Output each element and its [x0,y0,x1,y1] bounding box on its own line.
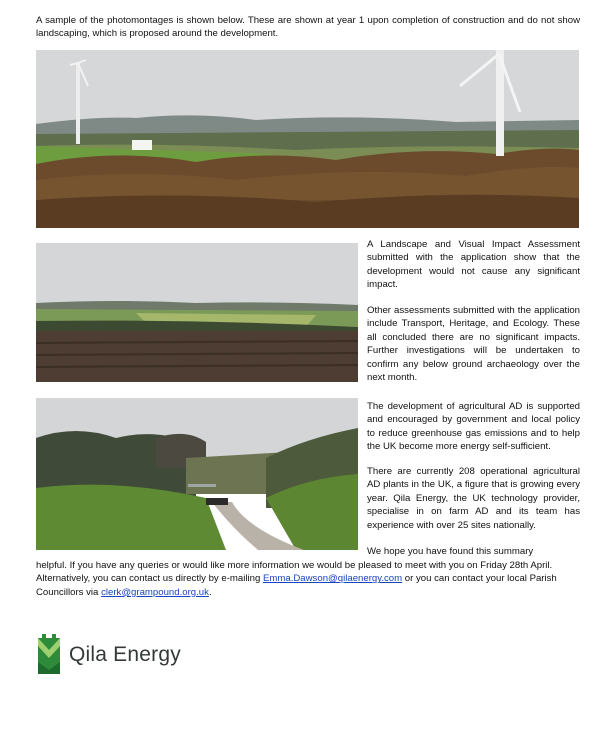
closing-text-3: . [208,586,212,598]
closing-lead: We hope you have found this summary [367,546,534,557]
photomontage-ploughed-field [36,243,358,382]
email-link[interactable]: Emma.Dawson@qilaenergy.com [262,573,403,585]
lvia-paragraph: A Landscape and Visual Impact Assessment submitted with the application show that the development would not cause any significant impact. [367,239,580,291]
ad-plants-paragraph: There are currently 208 operational agricultural AD plants in the UK, a figure that is growing every year. Qila Energy, the UK technology provider, specialise in on farm AD and its team has experience with over 25 sites nationally. [367,466,580,531]
logo-wordmark: Qila Energy [69,643,181,666]
intro-paragraph: A sample of the photomontages is shown below. These are shown at year 1 upon completion of construction and do not show landscaping, which is proposed around the development. [36,15,580,40]
closing-text-1: helpful. If you have any queries or would like more information we would be pleased to meet with you on Friday 28th April. Alternatively, you can contact us directly by e-mailing [36,560,553,585]
closing-paragraph [36,559,584,599]
qila-energy-logo [36,632,196,678]
photomontage-wind-turbines [36,50,579,228]
castle-tower-logo-icon [36,632,62,678]
closing-text-2: or you can contact your local Parish Councillors via [36,573,557,598]
other-assessments-paragraph: Other assessments submitted with the application include Transport, Heritage, and Ecology. These all concluded there are no significant impacts. Further investigations will be undertaken to confirm any below ground archaeology over the next month. [367,305,580,384]
photomontage-country-lane [36,398,358,550]
parish-email-link[interactable]: clerk@grampound.org.uk [101,586,209,598]
policy-support-paragraph: The development of agricultural AD is supported and encouraged by government and local policy to reduce greenhouse gas emissions and to help the UK become more energy self-sufficient. [367,401,580,453]
